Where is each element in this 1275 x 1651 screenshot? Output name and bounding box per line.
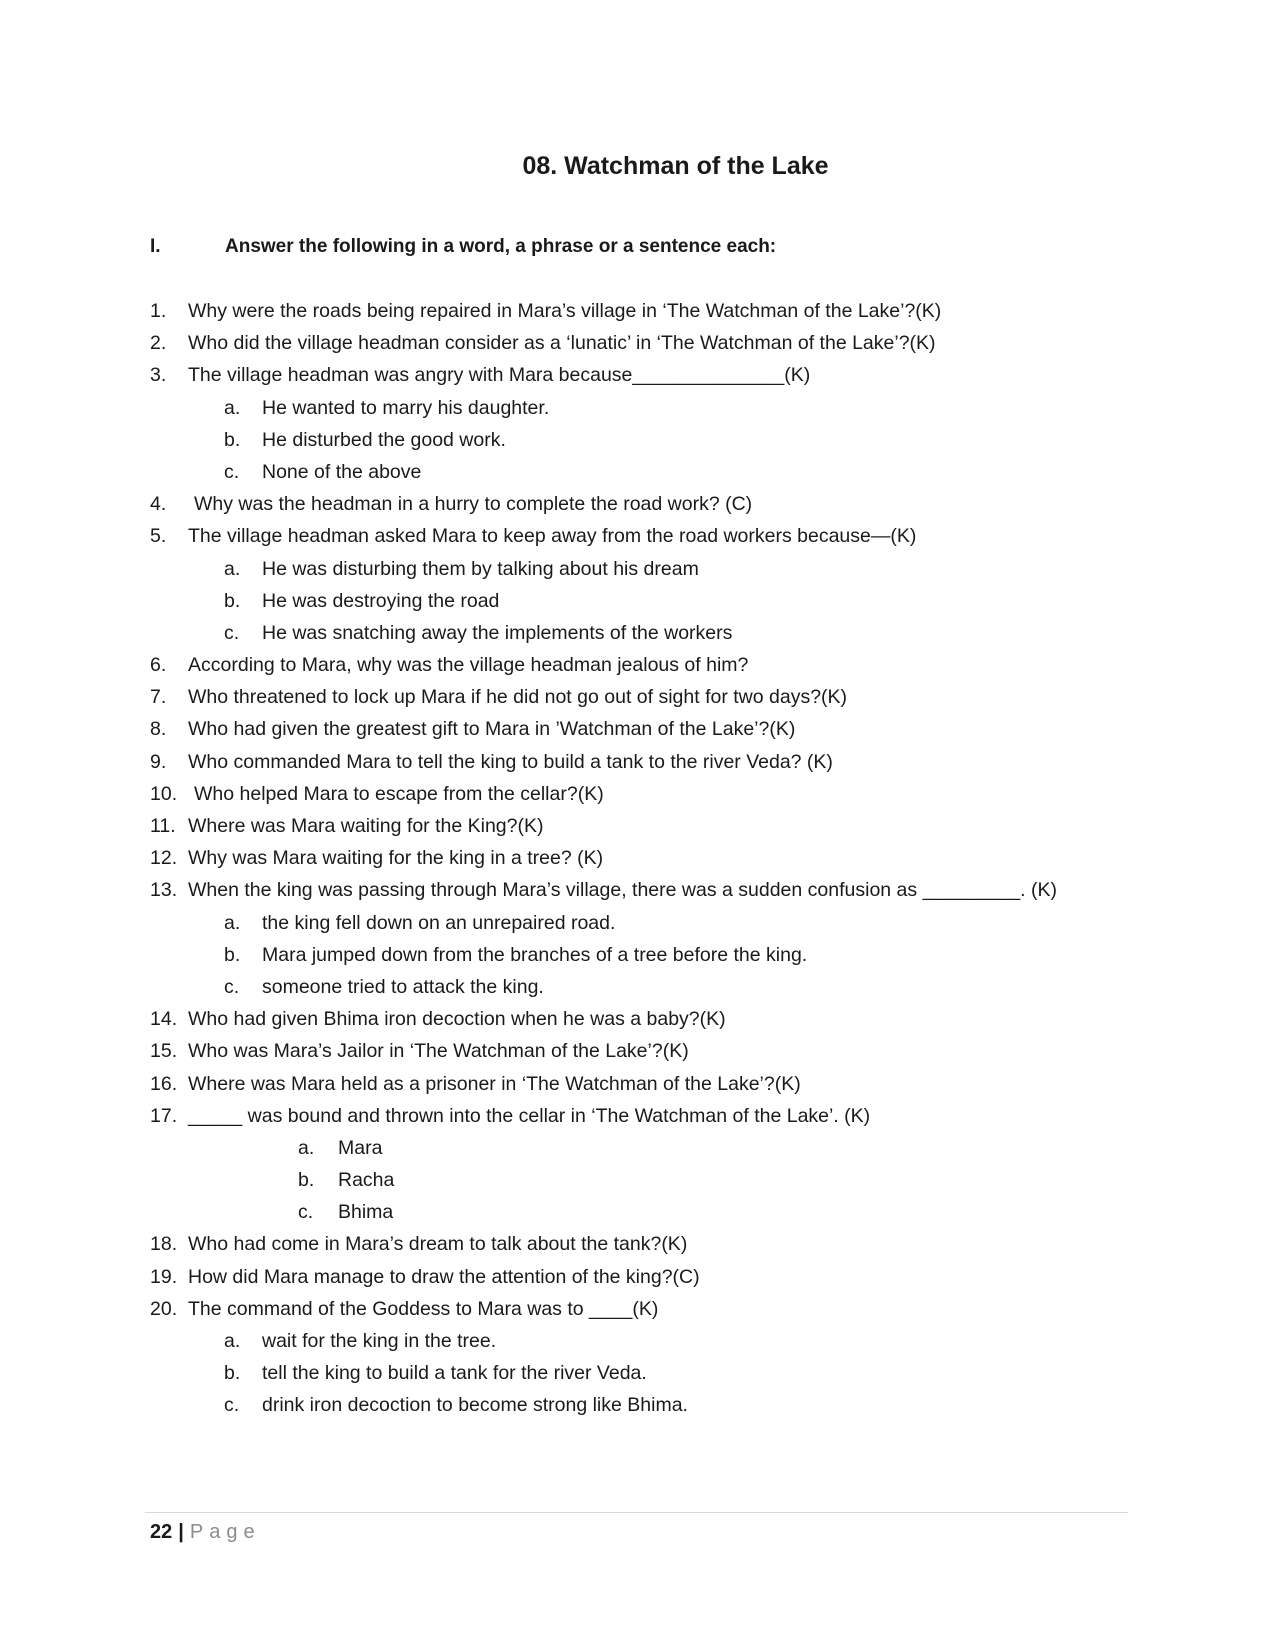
option-text: someone tried to attack the king. [262,975,544,998]
question-text: The village headman was angry with Mara because______________(K) [188,364,811,387]
question-number: 6. [150,654,167,677]
question-text: Who had given the greatest gift to Mara in ’Watchman of the Lake’?(K) [188,718,796,741]
question-number: 10. [150,782,178,805]
question-text: Who was Mara’s Jailor in ‘The Watchman of the Lake’?(K) [188,1040,689,1063]
question-text: Where was Mara held as a prisoner in ‘The Watchman of the Lake’?(K) [188,1072,801,1095]
question-number: 9. [150,750,167,773]
page-label: Page [189,1521,261,1543]
option-item [150,392,1150,424]
option-item [150,424,1150,456]
option-item [150,907,1150,939]
option-text: Mara jumped down from the branches of a tree before the king. [262,943,808,966]
question-item [150,520,1150,552]
question-text: Where was Mara waiting for the King?(K) [188,815,544,837]
option-letter: c. [224,621,240,644]
question-item [150,810,1150,842]
question-text: When the king was passing through Mara’s village, there was a sudden confusion as _________. (K) [188,879,1057,902]
document-title: 08. Watchman of the Lake [522,152,829,180]
section-instruction: Answer the following in a word, a phrase or a sentence each: [225,236,777,257]
question-item [150,1003,1150,1035]
option-text: He was destroying the road [262,589,500,612]
option-item [150,971,1150,1003]
option-letter: c. [298,1201,314,1224]
option-item [150,1325,1150,1357]
footer-divider [145,1512,1128,1513]
option-text: He was snatching away the implements of the workers [262,621,733,644]
option-letter: b. [298,1169,315,1192]
option-item [150,1357,1150,1389]
option-item [150,553,1150,585]
question-number: 2. [150,332,167,355]
question-number: 17. [150,1104,178,1127]
question-text: Who threatened to lock up Mara if he did not go out of sight for two days?(K) [188,686,848,709]
page-number: 22 [150,1521,173,1543]
option-text: drink iron decoction to become strong like Bhima. [262,1394,688,1417]
question-number: 1. [150,300,167,322]
question-number: 3. [150,364,167,387]
question-item [150,1228,1150,1260]
question-number: 16. [150,1072,178,1095]
question-item [150,649,1150,681]
section-number: I. [150,236,161,257]
question-text: Why was the headman in a hurry to complete the road work? (C) [194,493,753,516]
option-letter: b. [224,943,241,966]
option-text: He wanted to marry his daughter. [262,396,550,419]
option-item [150,1164,1150,1196]
question-number: 19. [150,1265,178,1288]
option-item [150,1389,1150,1421]
option-item [150,1132,1150,1164]
question-text: According to Mara, why was the village headman jealous of him? [188,654,749,677]
option-letter: c. [224,1394,240,1417]
option-letter: a. [224,396,241,419]
question-item [150,1261,1150,1293]
option-text: tell the king to build a tank for the river Veda. [262,1362,647,1385]
question-number: 12. [150,847,178,870]
question-text: Who had come in Mara’s dream to talk about the tank?(K) [188,1233,688,1256]
option-text: Bhima [338,1201,394,1224]
question-list [150,295,1150,1422]
option-text: Mara [338,1136,383,1159]
question-number: 5. [150,525,167,548]
question-number: 13. [150,879,178,902]
question-item [150,359,1150,391]
question-item [150,746,1150,778]
question-item [150,1068,1150,1100]
option-letter: b. [224,1362,241,1385]
question-item [150,842,1150,874]
question-number: 18. [150,1233,178,1256]
option-item [150,1196,1150,1228]
question-item [150,713,1150,745]
question-text: Who had given Bhima iron decoction when he was a baby?(K) [188,1008,726,1031]
question-text: The village headman asked Mara to keep away from the road workers because—(K) [188,525,917,548]
question-item [150,874,1150,906]
question-item [150,1035,1150,1067]
question-item [150,295,1150,327]
question-item [150,327,1150,359]
option-letter: c. [224,975,240,998]
option-text: the king fell down on an unrepaired road. [262,911,616,934]
option-letter: c. [224,460,240,483]
question-item [150,1293,1150,1325]
footer-separator: | [178,1521,184,1543]
question-number: 15. [150,1040,178,1063]
question-item [150,488,1150,520]
option-item [150,939,1150,971]
question-text: Who did the village headman consider as a ‘lunatic’ in ‘The Watchman of the Lake’?(K) [188,332,936,355]
option-letter: b. [224,589,241,612]
option-letter: b. [224,428,241,451]
option-text: Racha [338,1169,395,1192]
question-text: Why were the roads being repaired in Mara’s village in ‘The Watchman of the Lake’?(K) [188,300,942,322]
question-text: _____ was bound and thrown into the cellar in ‘The Watchman of the Lake’. (K) [188,1104,871,1127]
question-number: 11. [150,815,176,837]
option-text: He disturbed the good work. [262,428,506,451]
option-text: He was disturbing them by talking about his dream [262,557,699,580]
question-number: 8. [150,718,167,741]
question-text: How did Mara manage to draw the attention of the king?(C) [188,1265,700,1288]
question-number: 4. [150,493,167,516]
question-text: Why was Mara waiting for the king in a tree? (K) [188,847,604,870]
question-number: 20. [150,1297,178,1320]
option-item [150,617,1150,649]
option-letter: a. [224,911,241,934]
option-letter: a. [224,557,241,580]
question-text: Who commanded Mara to tell the king to build a tank to the river Veda? (K) [188,750,833,773]
option-item [150,456,1150,488]
question-item [150,778,1150,810]
option-item [150,585,1150,617]
question-item [150,1100,1150,1132]
page-footer [150,1518,261,1546]
question-number: 14. [150,1008,178,1031]
question-number: 7. [150,686,167,709]
question-item [150,681,1150,713]
option-letter: a. [224,1330,241,1352]
option-text: None of the above [262,460,422,483]
question-text: Who helped Mara to escape from the cellar?(K) [194,782,604,805]
question-text: The command of the Goddess to Mara was to ____(K) [188,1297,659,1320]
option-text: wait for the king in the tree. [262,1330,497,1352]
option-letter: a. [298,1136,315,1159]
